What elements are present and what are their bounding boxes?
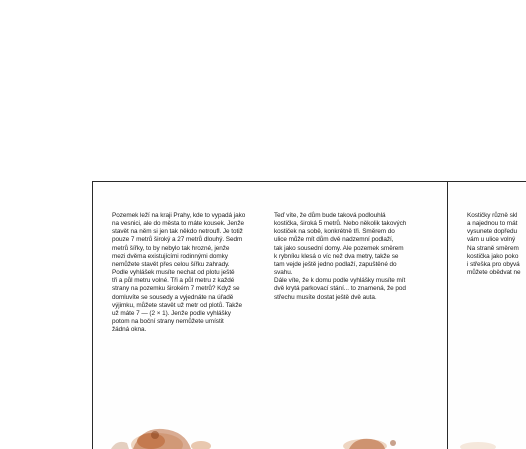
text-column-2: Teď víte, že dům bude taková podlouhlá kostička, široká 5 metrů. Nebo několik takových kostiček na sobě, konkrétně tři. Směrem do ulice může mít dům dvě nadzemní podlaží, tak jako sousední domy. Ale pozemek směrem k rybníku klesá o víc než dva metry, takže se tam vejde ještě jedno podlaží, zapuštěné do svahu. Dále víte, že k domu podle vyhlášky musíte mít dvě krytá parkovací stání... to znamená, že pod střechu musíte dostat ještě dvě auta.	[274, 212, 407, 301]
text-column-1: Pozemek leží na kraji Prahy, kde to vypadá jako na vesnici, ale do města to máte kousek. Jenže stavět na něm si jen tak někdo netroufl. Je totiž pouze 7 metrů široký a 27 metrů dlouhý. Sedm metrů šířky, to by nebylo tak hrozné, jenže mezi dvěma existujícími rodinnými domky nemůžete stavět přes celou šířku zahrady. Podle vyhlášek musíte nechat od plotu ještě tři a půl metru volné. Tři a půl metru z každé strany na pozemku širokém 7 metrů? Když se domluvíte se sousedy a vyjednáte na úřadě výjimku, můžete stavět už metr od plotů. Takže už máte 7 — (2 × 1). Jenže podle vyhlášky potom na boční strany nemůžete umístit žádná okna.	[112, 212, 246, 334]
right-page	[448, 181, 526, 449]
text-column-3: Kostičky různě skl a najednou to mát vysunete dopředu vám u ulice volný Na straně směrem kostička jako poko i střeška pro obyvá můžete obědvat ne	[467, 212, 521, 277]
watercolor-illustration	[93, 399, 448, 449]
left-page	[92, 181, 448, 449]
watercolor-illustration-right	[448, 399, 526, 449]
